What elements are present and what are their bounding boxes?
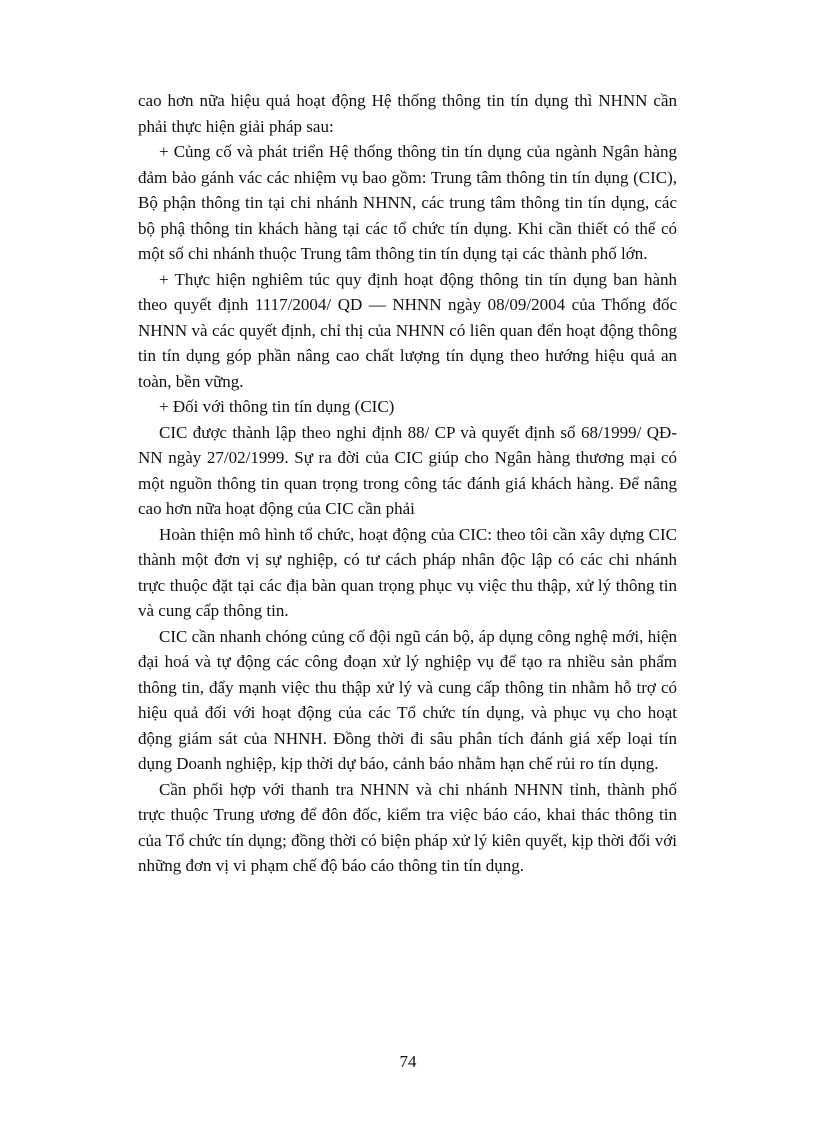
paragraph-7: CIC cần nhanh chóng củng cố đội ngũ cán bộ, áp dụng công nghệ mới, hiện đại hoá và tự động các công đoạn xử lý nghiệp vụ để tạo ra nhiều sản phẩm thông tin, đẩy mạnh việc thu thập xử lý và cung cấp thông tin nhằm hỗ trợ có hiệu quả đối với hoạt động của các Tổ chức tín dụng, và phục vụ cho hoạt động giám sát của NHNH. Đồng thời đi sâu phân tích đánh giá xếp loại tín dụng Doanh nghiệp, kịp thời dự báo, cảnh báo nhằm hạn chế rủi ro tín dụng.: [138, 626, 677, 773]
paragraph-8: Cần phối hợp với thanh tra NHNN và chi nhánh NHNN tỉnh, thành phố trực thuộc Trung ương để đôn đốc, kiểm tra việc báo cáo, khai thác thông tin của Tổ chức tín dụng; đồng thời có biện pháp xử lý kiên quyết, kịp thời đối với những đơn vị vi phạm chế độ báo cáo thông tin tín dụng.: [138, 779, 677, 875]
paragraph-6: Hoàn thiện mô hình tổ chức, hoạt động của CIC: theo tôi cần xây dựng CIC thành một đơn vị sự nghiệp, có tư cách pháp nhân độc lập có các chi nhánh trực thuộc đặt tại các địa bàn quan trọng phục vụ việc thu thập, xử lý thông tin và cung cấp thông tin.: [138, 524, 677, 620]
body-text: [138, 88, 677, 879]
paragraph-5: CIC được thành lập theo nghi định 88/ CP và quyết định số 68/1999/ QĐ-NN ngày 27/02/1999. Sự ra đời của CIC giúp cho Ngân hàng thương mại có một nguồn thông tin quan trọng trong công tác đánh giá khách hàng. Để nâng cao hơn nữa hoạt động của CIC cần phải: [138, 422, 677, 518]
paragraph-2: + Củng cố và phát triển Hệ thống thông tin tín dụng của ngành Ngân hàng đảm bảo gánh vác các nhiệm vụ bao gồm: Trung tâm thông tin tín dụng (CIC), Bộ phận thông tin tại chi nhánh NHNN, các trung tâm thông tin tín dụng, các bộ phậ thông tin khách hàng tại các tổ chức tín dụng. Khi cần thiết có thể có một số chi nhánh thuộc Trung tâm thông tin tín dụng tại các thành phố lớn.: [138, 142, 677, 263]
paragraph-4: + Đối với thông tin tín dụng (CIC): [159, 397, 395, 416]
page-number: 74: [399, 1052, 417, 1071]
paragraph-3: + Thực hiện nghiêm túc quy định hoạt động thông tin tín dụng ban hành theo quyết định 1117/2004/ QD — NHNN ngày 08/09/2004 của Thống đốc NHNN và các quyết định, chỉ thị của NHNN có liên quan đến hoạt động thông tin tín dụng góp phần nâng cao chất lượng tín dụng theo hướng hiệu quả an toàn, bền vững.: [138, 269, 677, 391]
paragraph-1: cao hơn nữa hiệu quả hoạt động Hệ thống thông tin tín dụng thì NHNN cần phải thực hiện giải pháp sau:: [138, 91, 677, 136]
